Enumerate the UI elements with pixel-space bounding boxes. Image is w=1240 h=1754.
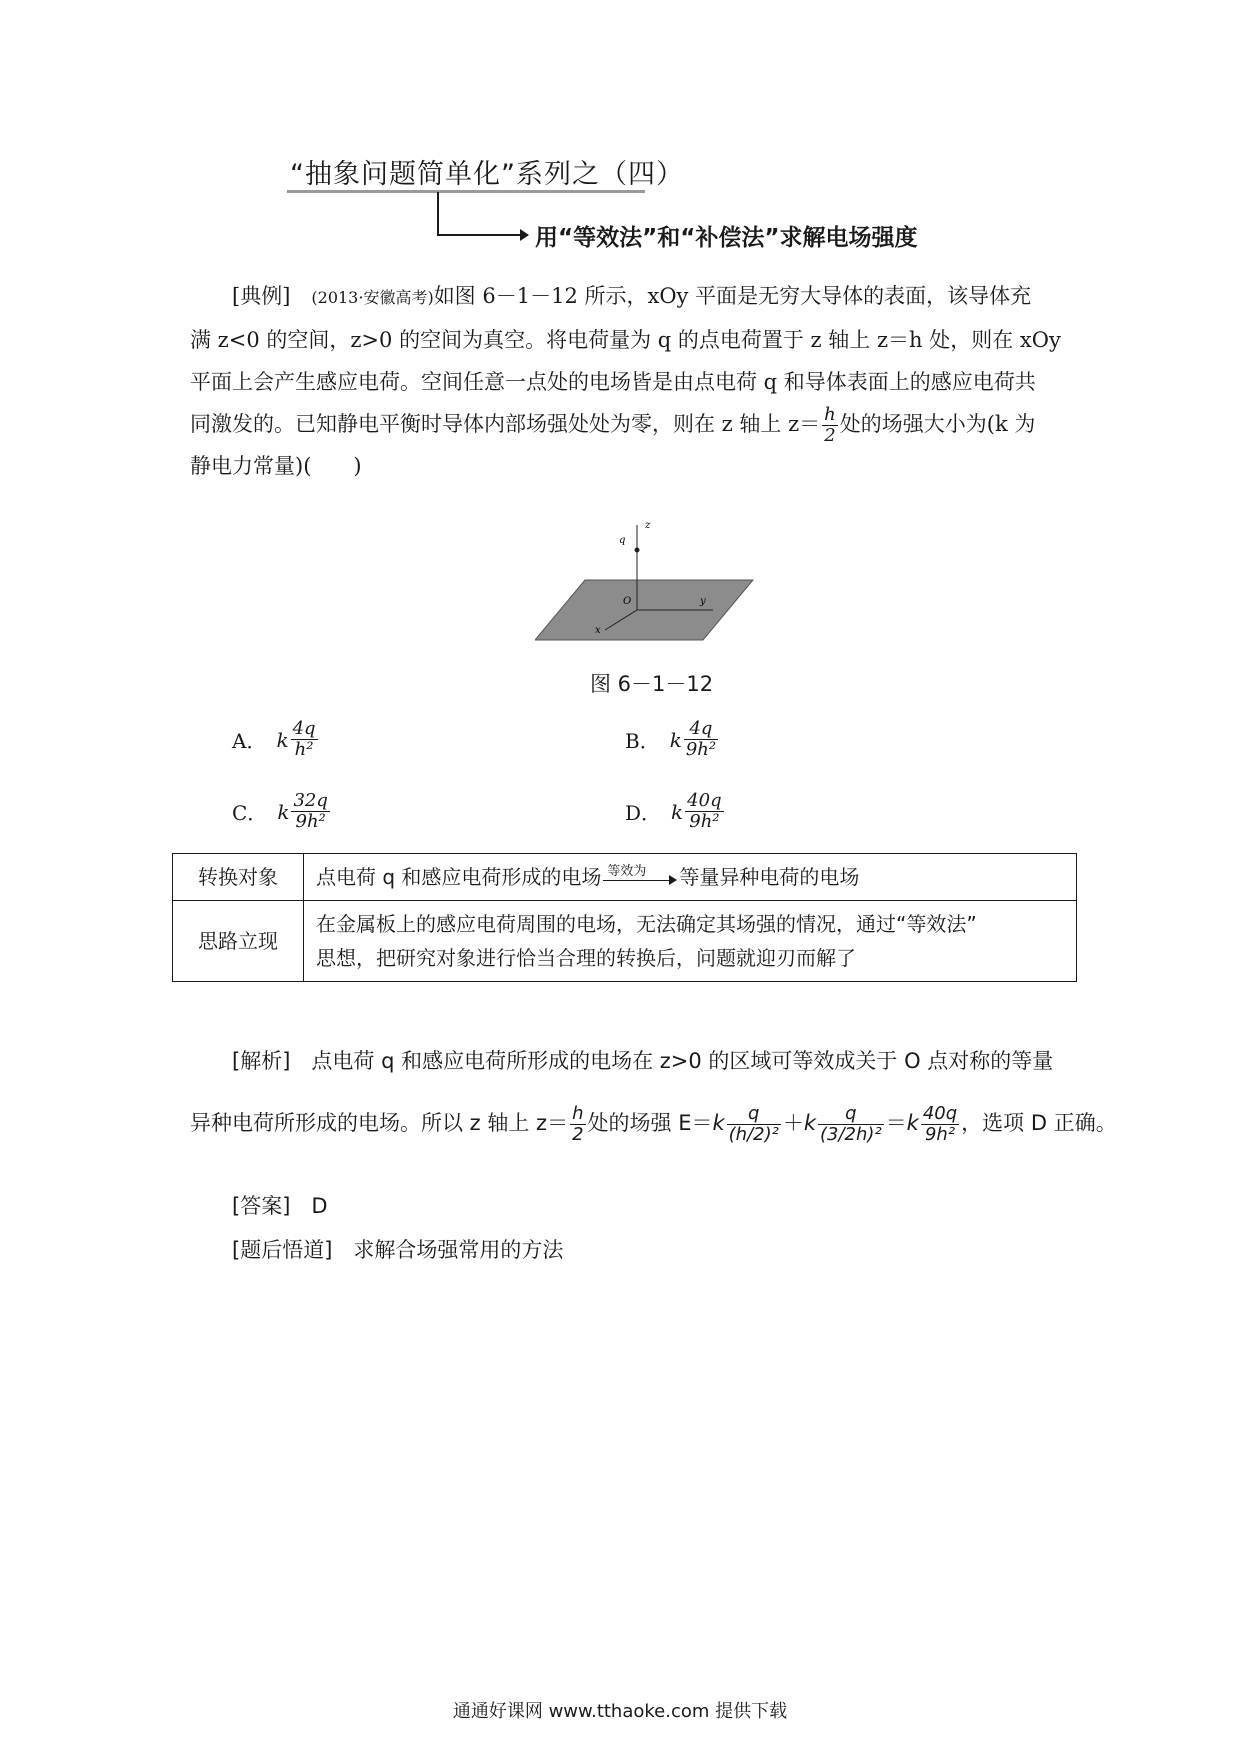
k-symbol: k (712, 1111, 725, 1135)
example-line-1-text: 如图 6－1－12 所示，xOy 平面是无穷大导体的表面，该导体充 (433, 284, 1032, 308)
term2-numerator: q (818, 1105, 884, 1125)
option-b-numerator: 4q (684, 720, 718, 740)
figure-6-1-12 (535, 520, 755, 650)
fraction-h-over-2 (822, 406, 838, 445)
option-c-numerator: 32q (293, 790, 328, 811)
option-c-k: k (277, 799, 290, 824)
answer-tag: [答案] (232, 1194, 291, 1218)
option-a[interactable] (232, 720, 320, 759)
option-d-k: k (671, 799, 684, 824)
option-c-label: C． (232, 801, 268, 825)
table-cell-idea (304, 901, 1077, 982)
after-thought-tag: [题后悟道] (232, 1238, 333, 1262)
conversion-source: 点电荷 q 和感应电荷形成的电场 (316, 865, 602, 889)
after-thought-line (232, 1234, 563, 1264)
analysis-line-2-b: 处的场强 E＝ (587, 1111, 713, 1135)
idea-line-2: 思想，把研究对象进行恰当合理的转换后，问题就迎刃而解了 (316, 946, 856, 970)
analysis-tag: [解析] (232, 1049, 291, 1073)
answer-value: D (311, 1194, 328, 1218)
option-a-label: A． (232, 729, 267, 753)
example-line-4-a: 同激发的。已知静电平衡时导体内部场强处处为零，则在 z 轴上 z＝ (190, 412, 821, 436)
label-x: x (595, 625, 601, 636)
k-symbol: k (906, 1111, 919, 1135)
option-a-fraction (291, 720, 318, 759)
analysis-line-2-c: ，选项 D 正确。 (961, 1111, 1117, 1135)
label-o: O (623, 596, 632, 607)
series-title: “抽象问题简单化”系列之（四） (290, 159, 684, 190)
option-a-k: k (276, 727, 289, 752)
term2-fraction (818, 1102, 884, 1145)
fraction-denominator: 2 (572, 1123, 584, 1145)
series-title-underline (287, 190, 645, 193)
option-c-denominator: 9h² (295, 811, 326, 832)
option-a-denominator: h² (294, 739, 314, 760)
example-line-4-b: 处的场强大小为(k 为 (839, 412, 1036, 436)
example-line-3: 平面上会产生感应电荷。空间任意一点处的电场皆是由点电荷 q 和导体表面上的感应电荷共 (190, 370, 1036, 394)
term2-denominator: (3/2h)² (820, 1123, 882, 1145)
option-b-label: B． (625, 729, 660, 753)
equivalent-arrow-label: 等效为 (607, 863, 647, 879)
option-b-denominator: 9h² (685, 739, 717, 760)
example-line-4 (190, 403, 1070, 445)
option-b[interactable] (625, 720, 720, 759)
connector-horizontal-line (437, 234, 524, 236)
result-denominator: 9h² (924, 1123, 956, 1145)
option-d[interactable] (625, 792, 726, 831)
after-thought-text: 求解合场强常用的方法 (353, 1238, 564, 1262)
label-z: z (645, 520, 651, 531)
table-row (173, 901, 1077, 982)
option-d-fraction (685, 792, 723, 831)
table-cell-conversion (304, 854, 1077, 901)
option-d-denominator: 9h² (689, 811, 720, 832)
option-c[interactable] (232, 792, 332, 831)
answer-line (232, 1190, 328, 1220)
fraction-h-over-2-analysis (570, 1102, 585, 1145)
example-problem (190, 275, 1070, 487)
analysis-section (190, 1040, 1117, 1145)
option-b-fraction (684, 720, 718, 759)
series-subtitle: 用“等效法”和“补偿法”求解电场强度 (535, 225, 918, 251)
method-table (172, 853, 1077, 982)
result-numerator: 40q (922, 1102, 958, 1124)
option-c-fraction (291, 792, 329, 831)
option-d-label: D． (625, 801, 662, 825)
fraction-denominator: 2 (824, 425, 836, 446)
example-line-1 (190, 275, 1070, 319)
fraction-numerator: h (570, 1105, 585, 1125)
analysis-line-1 (190, 1040, 1070, 1082)
result-fraction (921, 1102, 959, 1145)
label-y: y (700, 596, 706, 607)
term1-denominator: (h/2)² (728, 1123, 779, 1145)
table-head-idea: 思路立现 (173, 901, 304, 982)
analysis-line-1-text: 点电荷 q 和感应电荷所形成的电场在 z>0 的区域可等效成关于 O 点对称的等量 (311, 1049, 1054, 1073)
k-symbol: k (803, 1111, 817, 1135)
term1-fraction (727, 1102, 781, 1145)
analysis-line-2 (190, 1102, 1117, 1145)
connector-arrow-icon (520, 229, 529, 241)
page-footer: 通通好课网 www.tthaoke.com 提供下载 (452, 1701, 788, 1722)
fraction-numerator: h (824, 404, 836, 425)
equals-sign: ＝ (885, 1111, 907, 1135)
option-a-numerator: 4q (292, 718, 316, 739)
example-source: (2013·安徽高考) (311, 288, 434, 307)
figure-caption: 图 6－1－12 (590, 672, 714, 696)
example-tag: [典例] (232, 284, 291, 308)
connector-vertical-line (437, 192, 439, 235)
table-row (173, 854, 1077, 901)
label-q: q (619, 535, 626, 546)
conversion-target: 等量异种电荷的电场 (679, 865, 860, 889)
arrow-right-icon (669, 875, 677, 885)
equivalent-arrow (603, 863, 677, 889)
analysis-line-2-a: 异种电荷所形成的电场。所以 z 轴上 z＝ (190, 1111, 569, 1135)
plus-sign: ＋ (782, 1111, 804, 1135)
option-b-k: k (669, 727, 682, 752)
table-head-conversion: 转换对象 (173, 854, 304, 901)
example-line-2: 满 z<0 的空间，z>0 的空间为真空。将电荷量为 q 的点电荷置于 z 轴上 z＝h 处，则在 xOy (190, 328, 1061, 352)
example-line-5: 静电力常量)( ) (190, 454, 362, 478)
equivalent-arrow-line (603, 880, 671, 882)
point-charge (635, 548, 640, 553)
term1-numerator: q (727, 1105, 781, 1125)
option-d-numerator: 40q (687, 790, 722, 811)
idea-line-1: 在金属板上的感应电荷周围的电场，无法确定其场强的情况，通过“等效法” (316, 912, 977, 936)
